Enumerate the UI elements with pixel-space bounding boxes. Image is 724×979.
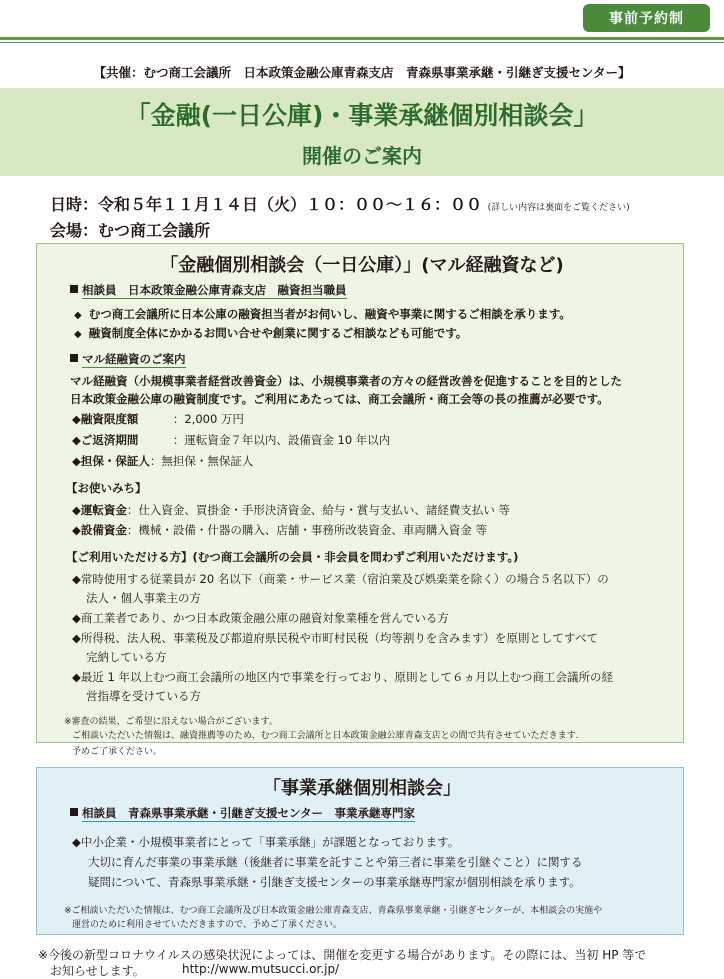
eligible-text: 所得税、法人税、事業税及び都道府県民税や市町村民税（均等割りを含みます）を原則としてすべて [80,631,599,645]
succession-title: 「事業承継個別相談会」 [263,778,461,799]
succession-body-1 [72,834,459,850]
square-bullet-icon [70,285,78,293]
diamond-bullet-icon: ◆ [72,572,81,586]
eligible-line-2: 法人・個人事業主の方 [86,591,201,605]
eligible-line-3 [72,610,449,626]
succession-note-2: 運営のために利用させていただきますので、予めご了承ください。 [72,920,342,930]
term-value: ：2,000 万円 [172,412,244,426]
succession-consultant-label: 相談員 青森県事業承継・引継ぎ支援センター 事業承継専門家 [82,806,416,820]
eligible-text: 常時使用する従業員が 20 名以下（商業・サービス業（宿泊業及び娯楽業を除く）の場合５名以下）の [80,572,609,586]
term-period [72,432,390,448]
finance-note-2: ご相談いただいた情報は、融資推薦等のため、むつ商工会議所と日本政策金融公庫青森支店との間で共有させていただきます. [72,731,579,741]
finance-consultant-label: 相談員 日本政策金融公庫青森支店 融資担当職員 [82,283,347,297]
uses-heading: 【お使いみち】 [66,481,147,495]
finance-consultant-heading [70,282,347,298]
eligible-text: 最近 1 年以上むつ商工会議所の地区内で事業を行っており、原則として６ヵ月以上むつ商工会議所の経 [80,670,613,684]
use-value: ：仕入資金、買掛金・手形決済資金、給与・賞与支払い、諸経費支払い 等 [126,503,511,517]
event-venue: 会場：むつ商工会議所 [50,221,211,240]
reservation-badge: 事前予約制 [583,4,710,32]
diamond-bullet-icon: ◆ [72,523,81,537]
eligible-line-4 [72,630,598,646]
bullet-text: むつ商工会議所に日本公庫の融資担当者がお伺いし、融資や事業に関するご相談を承ります。 [88,307,571,321]
diamond-bullet-icon: ◆ [72,670,81,684]
finance-note-1: ※審査の結果、ご希望に沿えない場合がございます。 [64,717,278,727]
page-title: 「金融(一日公庫)・事業承継個別相談会」 [125,101,599,130]
event-date-note: (詳しい内容は裏面をご覧ください) [487,203,630,213]
finance-consultant-bullet-1 [74,306,571,322]
eligible-line-5: 完納している方 [86,650,167,664]
term-label: 担保・保証人 [80,454,150,468]
term-limit [72,411,244,427]
marukei-heading [70,351,186,367]
succession-note-1: ※ご相談いただいた情報は、むつ商工会議所及び日本政策金融公庫青森支店、青森県事業承継・引継ぎセンターが、本相談会の実施や [64,906,603,916]
use-equipment [72,522,487,538]
bullet-text: 融資制度全体にかかるお問い合せや創業に関するご相談なども可能です。 [88,326,468,340]
diamond-bullet-icon: ◆ [72,611,81,625]
diamond-bullet-icon: ◆ [74,310,82,321]
marukei-desc-2: 日本政策金融公庫の融資制度です。ご利用にあたっては、商工会議所・商工会等の長の推薦が必要です。 [70,392,609,406]
diamond-bullet-icon: ◆ [72,454,81,468]
diamond-bullet-icon: ◆ [72,835,81,849]
header-divider-thin [0,42,724,43]
eligible-line-7: 営指導を受けている方 [86,689,201,703]
footer-note-1: ※今後の新型コロナウイルスの感染状況によっては、開催を変更する場合があります。その際には、当初 HP 等で [38,948,647,962]
term-label: ご返済期間 [80,433,139,447]
term-collateral [72,453,253,469]
finance-note-3: 予めご了承ください。 [72,747,163,757]
use-label: 運転資金 [80,503,127,517]
eligible-line-6 [72,669,613,685]
finance-consultant-bullet-2 [74,325,467,341]
succession-body-2: 大切に育んだ事業の事業承継（後継者に事業を託すことや第三者に事業を引継ぐこと）に関する [88,855,583,869]
square-bullet-icon [70,354,78,362]
term-value: ：無担保・無保証人 [149,454,254,468]
event-date-text: 日時：令和５年１１月１４日（火）１０：００～１６：００ [50,195,483,214]
diamond-bullet-icon: ◆ [72,503,81,517]
succession-text: 中小企業・小規模事業者にとって「事業承継」が課題となっております。 [80,835,460,849]
eligible-heading: 【ご利用いただける方】(むつ商工会議所の会員・非会員を問わずご利用いただけます。) [66,550,519,564]
header-divider [0,37,724,40]
finance-title: 「金融個別相談会（一日公庫）」(マル経融資など) [160,255,564,276]
succession-body-3: 疑問について、青森県事業承継・引継ぎ支援センターの事業承継専門家が個別相談を承ります。 [88,875,581,889]
succession-consultant-heading [70,805,415,821]
use-label: 設備資金 [80,523,127,537]
marukei-desc-1: マル経融資（小規模事業者経営改善資金）は、小規模事業者の方々の経営改善を促進することを目的とした [70,374,622,388]
use-value: ：機械・設備・什器の購入、店舗・事務所改装資金、車両購入資金 等 [126,523,488,537]
term-label: 融資限度額 [80,412,139,426]
term-value: ：運転資金７年以内、設備資金 10 年以内 [172,433,391,447]
eligible-text: 商工業者であり、かつ日本政策金融公庫の融資対象業種を営んでいる方 [80,611,449,625]
diamond-bullet-icon: ◆ [74,329,82,340]
co-hosts: 【共催：むつ商工会議所 日本政策金融公庫青森支店 青森県事業承継・引継ぎ支援センター】 [93,65,631,80]
diamond-bullet-icon: ◆ [72,631,81,645]
eligible-line-1 [72,571,609,587]
footer-note-2: お知らせします。 [50,964,145,978]
page-subtitle: 開催のご案内 [302,144,422,168]
diamond-bullet-icon: ◆ [72,433,81,447]
website-link[interactable]: http://www.mutsucci.or.jp/ [182,962,340,976]
square-bullet-icon [70,808,78,816]
use-operating [72,502,510,518]
marukei-heading-label: マル経融資のご案内 [82,352,186,366]
diamond-bullet-icon: ◆ [72,412,81,426]
event-date [50,192,630,215]
